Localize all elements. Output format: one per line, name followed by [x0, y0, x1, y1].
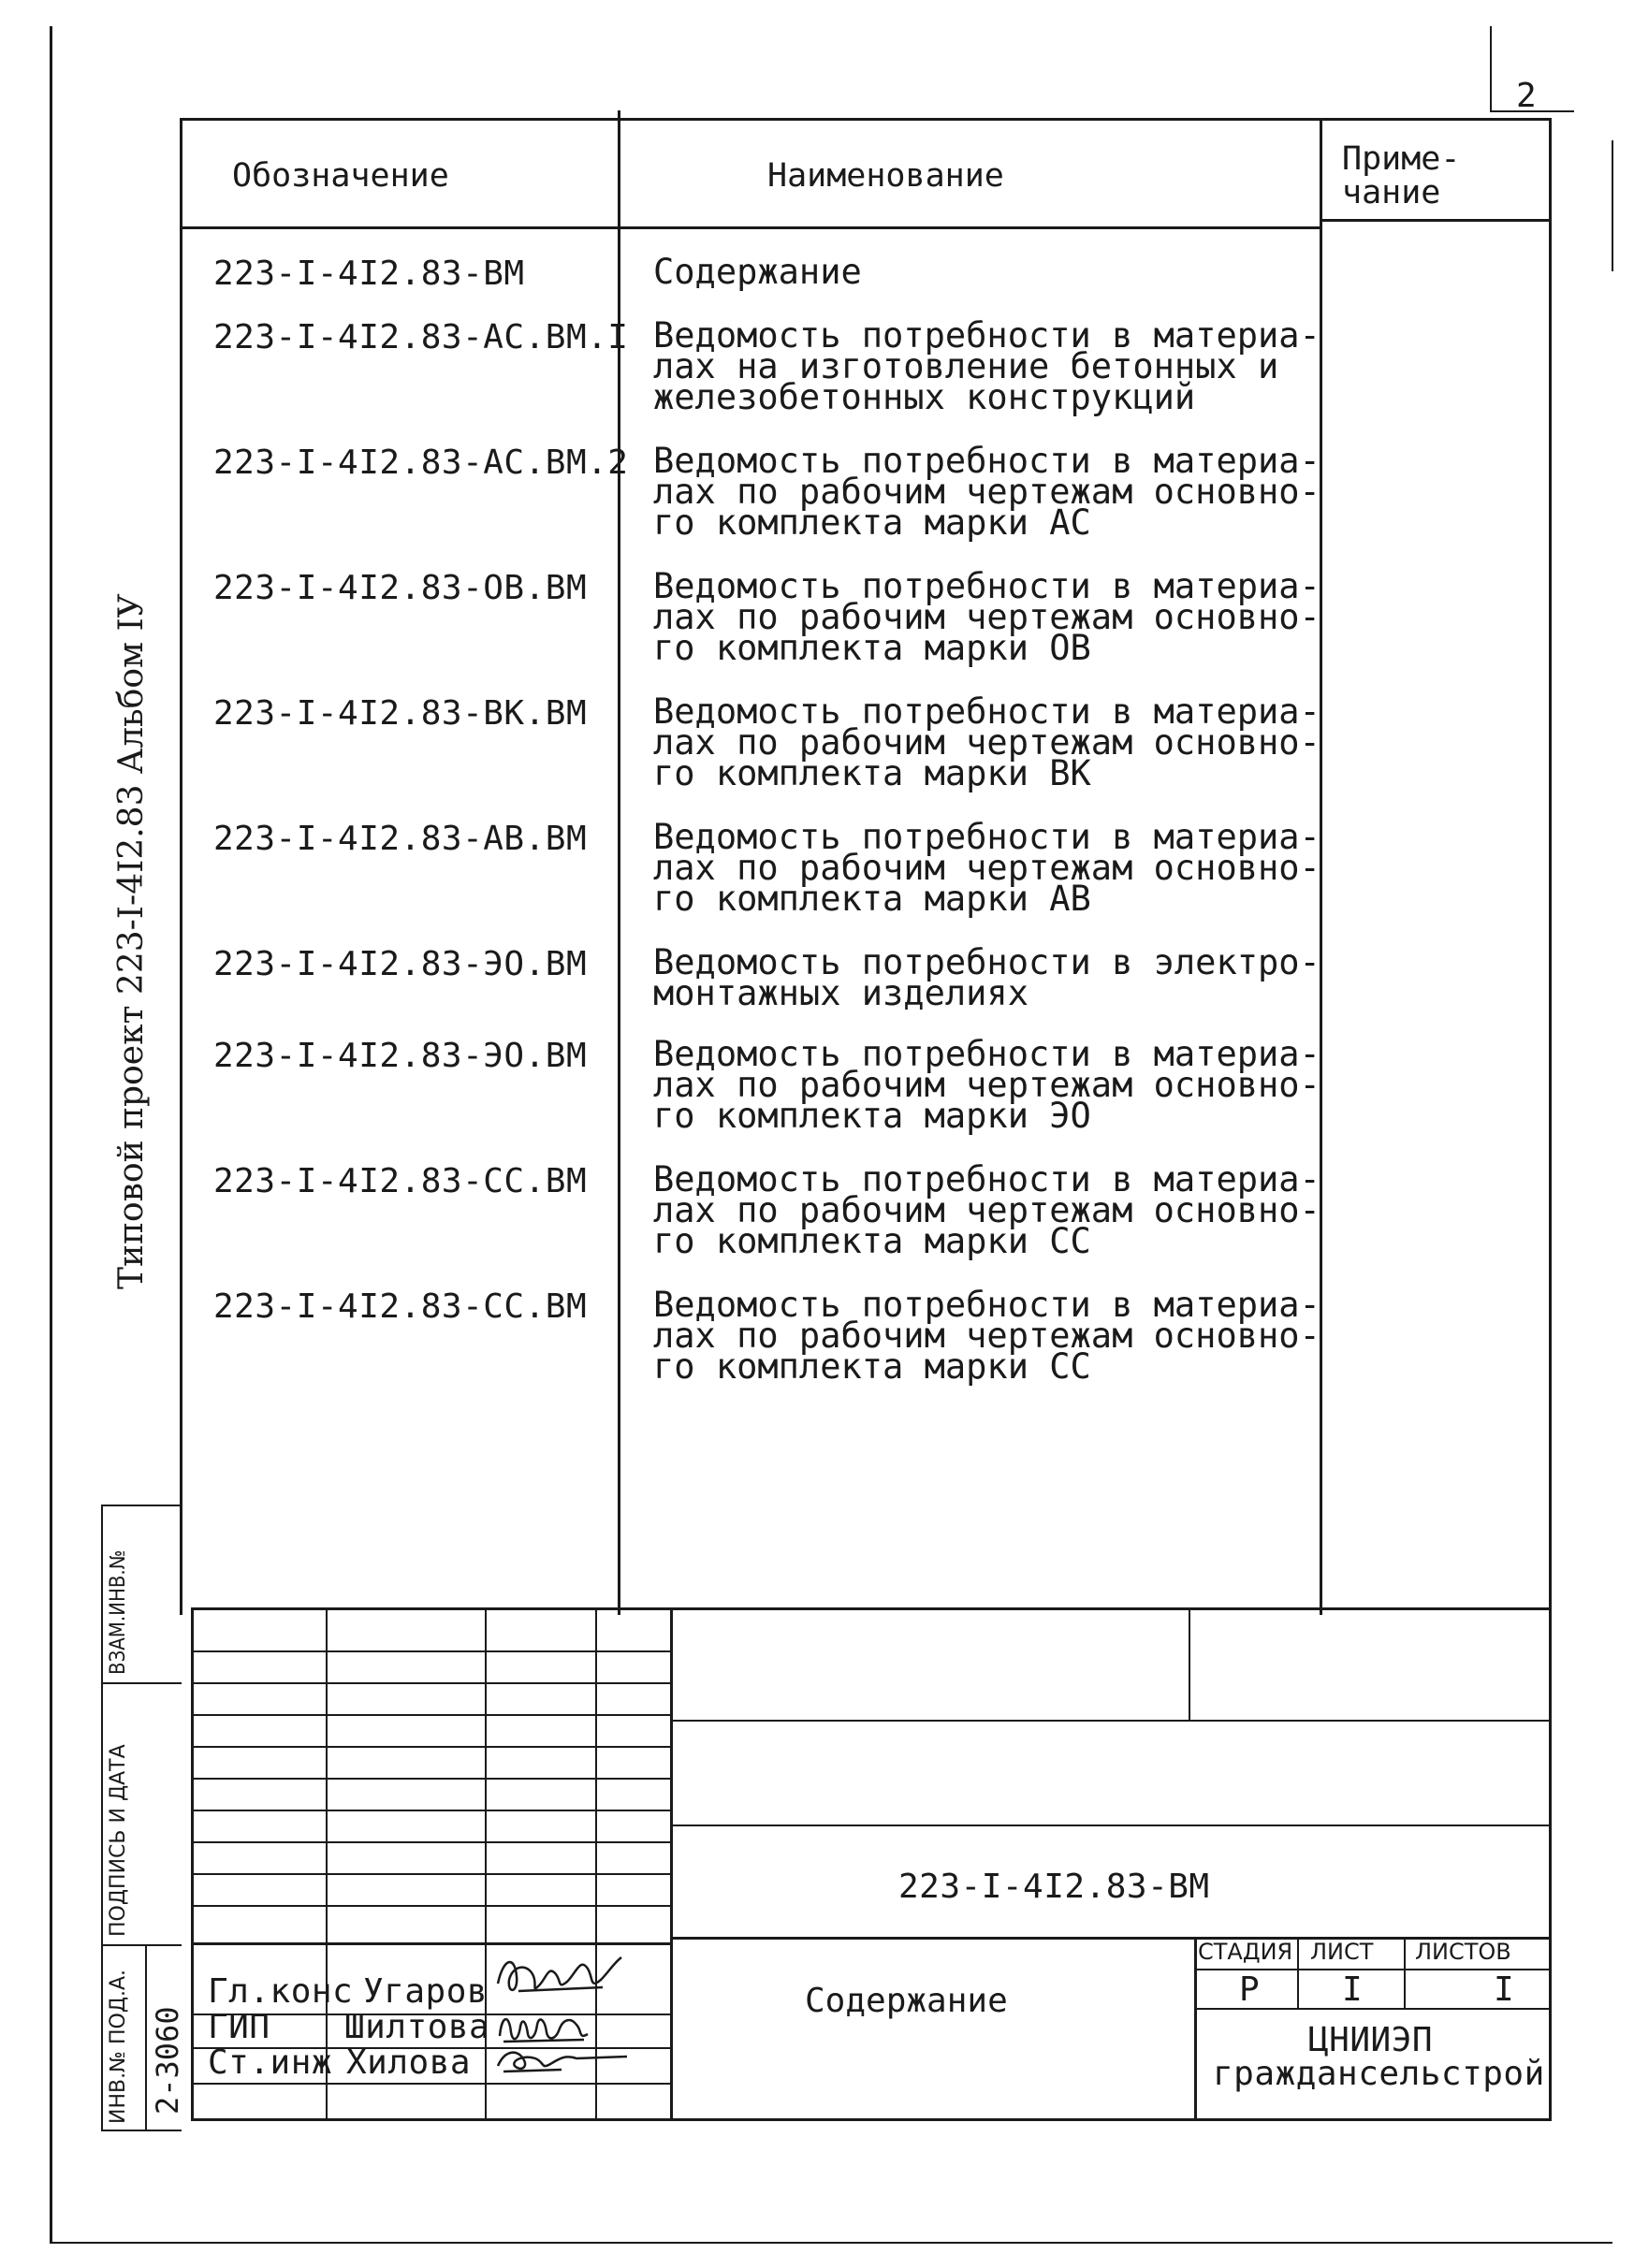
row-9-code: 223-I-4I2.83-СС.ВМ — [213, 1162, 588, 1200]
table-left-border — [180, 118, 182, 1615]
row-8-code: 223-I-4I2.83-ЭО.ВМ — [213, 1037, 588, 1075]
sig-grid-h8 — [191, 1873, 670, 1875]
row-4-name: Ведомость потребности в материа- лах по рабочим чертежам основно- го комплекта марки ОВ — [653, 566, 1320, 668]
row-7-code: 223-I-4I2.83-ЭО.ВМ — [213, 945, 588, 983]
header-name: Наименование — [767, 157, 1004, 195]
tb-upper-divider — [1189, 1607, 1190, 1722]
sheet-label: ЛИСТ — [1310, 1939, 1374, 1965]
org-line2: граждансельстрой — [1213, 2055, 1545, 2093]
stamp-column-left — [101, 1505, 103, 2131]
sig-grid-h10 — [191, 1942, 670, 1945]
signature-1 — [490, 1948, 631, 2004]
header-note-line2: чание — [1342, 174, 1441, 211]
tb-stage-v2 — [1404, 1937, 1406, 2010]
table-right-border — [1549, 118, 1552, 2120]
stamp-inv-number: 2-3060 — [150, 2006, 185, 2115]
tb-h-a — [670, 1720, 1552, 1722]
table-top-border — [180, 118, 1552, 121]
signer-2-role: ГИП — [208, 2008, 270, 2046]
sig-grid-v4 — [670, 1607, 673, 2120]
page-number: 2 — [1516, 77, 1537, 115]
sig-grid-h13 — [191, 2083, 670, 2085]
sig-grid-h2 — [191, 1682, 670, 1684]
header-note-line1: Приме- — [1342, 140, 1461, 178]
row-9-name: Ведомость потребности в материа- лах по рабочим чертежам основно- го комплекта марки СС — [653, 1159, 1320, 1261]
row-2-code: 223-I-4I2.83-АС.ВМ.I — [213, 318, 629, 356]
sig-grid-h5 — [191, 1778, 670, 1780]
titleblock-bottom — [191, 2118, 1552, 2121]
row-10-code: 223-I-4I2.83-СС.ВМ — [213, 1287, 588, 1326]
header-bottom-line-left — [180, 226, 1321, 229]
row-5-name: Ведомость потребности в материа- лах по рабочим чертежам основно- го комплекта марки ВК — [653, 691, 1320, 793]
page-number-box-left — [1490, 26, 1492, 112]
signature-3 — [487, 2042, 636, 2079]
stamp-bottom — [101, 2130, 182, 2131]
document-code: 223-I-4I2.83-ВМ — [898, 1868, 1210, 1906]
row-2-name: Ведомость потребности в материа- лах на изготовление бетонных и железобетонных конструкций — [653, 315, 1320, 417]
sig-grid-h9 — [191, 1905, 670, 1907]
row-5-code: 223-I-4I2.83-ВК.ВМ — [213, 694, 588, 733]
titleblock-left — [191, 1607, 194, 2120]
side-caption: Типовой проект 223-I-4I2.83 Альбом IУ — [112, 593, 151, 1289]
row-7-name: Ведомость потребности в электро- монтажных изделиях — [653, 942, 1320, 1013]
header-bottom-line-right — [1320, 219, 1552, 222]
stamp-label-vzam-inv: ВЗАМ.ИНВ.№ — [107, 1549, 130, 1675]
outer-frame-left — [50, 26, 52, 2244]
tb-h-b — [670, 1825, 1552, 1826]
stage-label: СТАДИЯ — [1198, 1939, 1293, 1965]
signer-3-name: Хилова — [346, 2043, 472, 2082]
row-8-name: Ведомость потребности в материа- лах по рабочим чертежам основно- го комплекта марки ЭО — [653, 1034, 1320, 1136]
sig-grid-h1 — [191, 1650, 670, 1652]
signer-1-name: Угаров — [363, 1972, 489, 2011]
stamp-divider-2 — [101, 1944, 182, 1946]
stamp-top — [101, 1505, 182, 1506]
row-3-code: 223-I-4I2.83-АС.ВМ.2 — [213, 443, 629, 482]
right-margin-mark — [1612, 140, 1613, 271]
sheet-title: Содержание — [805, 1982, 1008, 2020]
stamp-label-podpis-data: ПОДПИСЬ И ДАТА — [107, 1744, 130, 1937]
tb-stage-left — [1194, 1937, 1197, 2120]
row-3-name: Ведомость потребности в материа- лах по рабочим чертежам основно- го комплекта марки АС — [653, 441, 1320, 543]
sig-grid-h3 — [191, 1714, 670, 1716]
header-designation: Обозначение — [232, 157, 449, 195]
sig-grid-h7 — [191, 1841, 670, 1843]
row-4-code: 223-I-4I2.83-ОВ.ВМ — [213, 569, 588, 607]
row-1-code: 223-I-4I2.83-ВМ — [213, 254, 525, 293]
outer-frame-bottom — [50, 2242, 1612, 2244]
sheets-value: I — [1494, 1970, 1515, 2009]
row-1-name: Содержание — [653, 252, 862, 292]
stamp-column-mid — [145, 1944, 147, 2131]
org-line1: ЦНИИЭП — [1308, 2021, 1434, 2059]
signer-2-name: Шилтова — [344, 2008, 490, 2046]
signer-1-role: Гл.конс — [208, 1972, 354, 2011]
tb-stage-v1 — [1297, 1937, 1299, 2010]
sig-grid-h6 — [191, 1810, 670, 1811]
row-6-name: Ведомость потребности в материа- лах по рабочим чертежам основно- го комплекта марки АВ — [653, 817, 1320, 919]
sig-grid-h4 — [191, 1746, 670, 1748]
stamp-label-inv-podl: ИНВ.№ ПОД.А. — [107, 1969, 130, 2124]
titleblock-top — [191, 1607, 1552, 1610]
sheets-label: ЛИСТОВ — [1415, 1939, 1511, 1965]
sheet-value: I — [1342, 1970, 1364, 2009]
row-6-code: 223-I-4I2.83-АВ.ВМ — [213, 820, 588, 858]
row-10-name: Ведомость потребности в материа- лах по рабочим чертежам основно- го комплекта марки СС — [653, 1285, 1320, 1387]
stage-value: Р — [1239, 1970, 1261, 2009]
stamp-divider-1 — [101, 1682, 182, 1684]
signer-3-role: Ст.инж — [208, 2043, 333, 2082]
